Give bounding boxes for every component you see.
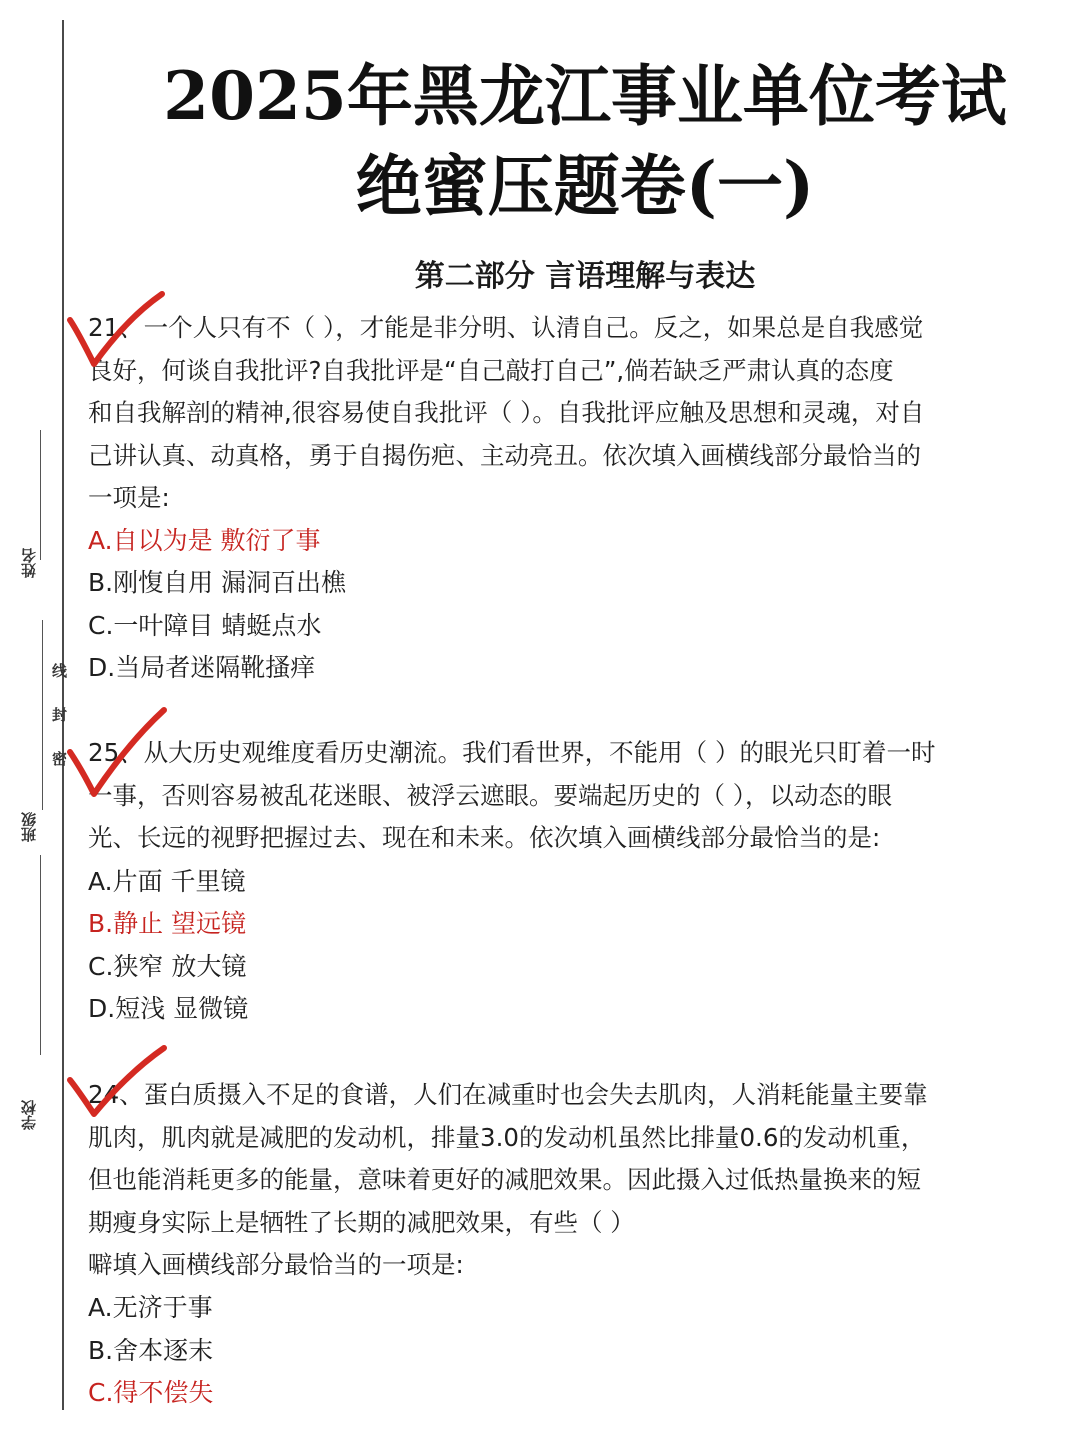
page-title: 2025年黑龙江事业单位考试: [163, 57, 1007, 135]
question-line: 一事，否则容易被乱花迷眼、被浮云遮眼。要端起历史的（ ），以动态的眼: [88, 780, 893, 810]
question-line: 期瘦身实际上是牺牲了长期的减肥效果，有些（ ）: [88, 1207, 635, 1237]
page-subtitle: 绝蜜压题卷(一): [355, 147, 815, 225]
question-line: 21、一个人只有不（ ），才能是非分明、认清自己。反之，如果总是自我感觉: [88, 313, 924, 342]
question-line: 噼填入画横线部分最恰当的一项是:: [88, 1250, 464, 1279]
q21-option-d: D.当局者迷隔靴搔痒: [88, 653, 316, 682]
question-line: 24、蛋白质摄入不足的食谱，人们在减重时也会失去肌肉，人消耗能量主要靠: [88, 1080, 928, 1109]
q25-option-b: B.静止 望远镜: [88, 909, 247, 938]
school-label: 学校: [20, 1100, 38, 1130]
check-mark-icon: [64, 1044, 174, 1124]
q21-option-b: B.刚愎自用 漏洞百出樵: [88, 568, 347, 597]
question-25-text: [88, 732, 935, 860]
class-underline: [40, 855, 41, 1055]
q25-option-d: D.短浅 显微镜: [88, 994, 249, 1023]
question-line: 25、从大历史观维度看历史潮流。我们看世界，不能用（ ）的眼光只盯着一时: [88, 738, 936, 767]
seal-bracket: [42, 620, 43, 810]
question-line: 光、长远的视野把握过去、现在和未来。依次填入画横线部分最恰当的是:: [88, 823, 881, 852]
q21-option-a: A.自以为是 敷衍了事: [88, 526, 321, 555]
seal-feng: 封: [52, 706, 68, 724]
q25-option-c: C.狭窄 放大镜: [88, 952, 247, 981]
question-line: 良好，何谈自我批评?自我批评是“自己敲打自己”,倘若缺乏严肃认真的态度: [88, 355, 894, 385]
name-underline: [40, 430, 41, 560]
question-line: 和自我解剖的精神,很容易使自我批评（ ）。自我批评应触及思想和灵魂，对自: [88, 398, 925, 427]
question-line: 但也能消耗更多的能量，意味着更好的减肥效果。因此摄入过低热量换来的短: [88, 1165, 921, 1194]
seal-mi: 密: [52, 750, 68, 768]
q21-option-c: C.一叶障目 蜻蜓点水: [88, 611, 322, 640]
name-label: 姓名: [20, 548, 38, 578]
class-label: 班级: [20, 812, 38, 842]
question-24-text: [88, 1074, 928, 1287]
q25-option-a: A.片面 千里镜: [88, 867, 246, 896]
q24-option-c: C.得不偿失: [88, 1378, 214, 1407]
check-mark-icon: [64, 290, 174, 380]
q24-option-a: A.无济于事: [88, 1293, 213, 1322]
section-title: 第二部分 言语理解与表达: [414, 259, 756, 294]
question-line: 肌肉，肌肉就是减肥的发动机，排量3.0的发动机虽然比排量0.6的发动机重，: [88, 1122, 926, 1152]
seal-xian: 线: [52, 662, 68, 680]
question-line: 己讲认真、动真格，勇于自揭伤疤、主动亮丑。依次填入画横线部分最恰当的: [88, 440, 921, 470]
question-21-text: [88, 307, 924, 520]
q24-option-b: B.舍本逐末: [88, 1336, 214, 1365]
check-mark-icon: [64, 706, 174, 806]
question-line: 一项是:: [88, 483, 170, 512]
